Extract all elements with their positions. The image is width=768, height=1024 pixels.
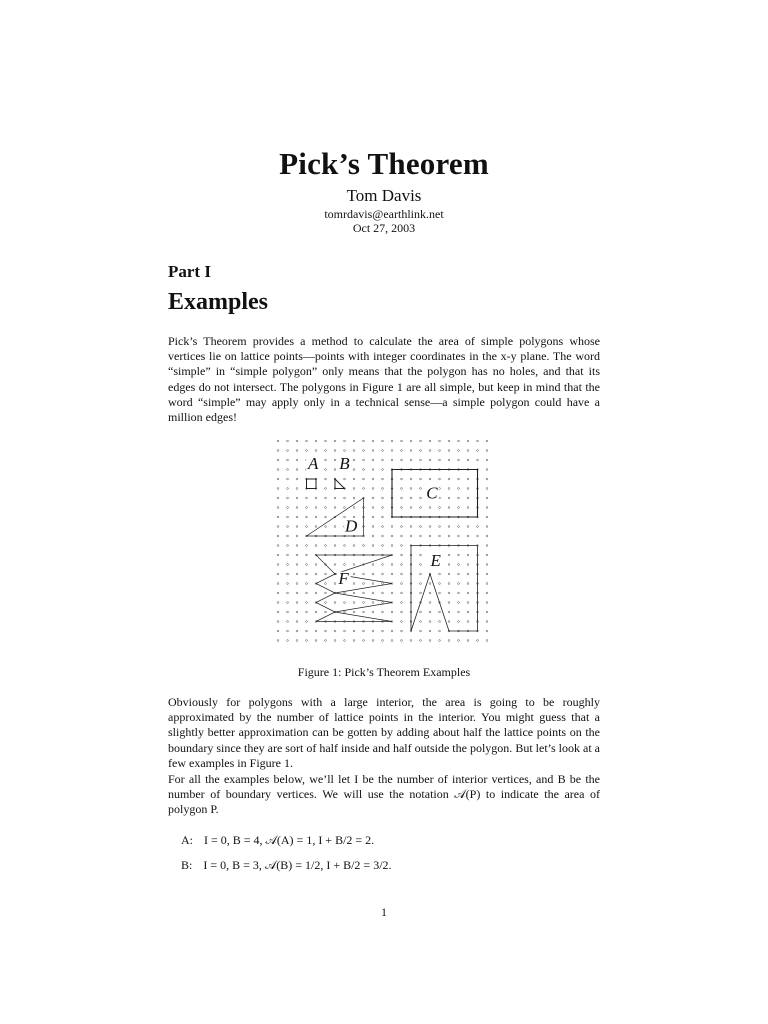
section-heading: Examples	[168, 289, 269, 315]
part-heading: Part I	[168, 262, 211, 281]
polygon-label-c: C	[426, 483, 438, 503]
document-title: Pick’s Theorem	[279, 146, 489, 181]
polygon-label-f: F	[338, 568, 349, 588]
polygon-label-e: E	[430, 550, 441, 570]
figure-caption: Figure 1: Pick’s Theorem Examples	[297, 665, 471, 679]
document-date: Oct 27, 2003	[352, 221, 416, 235]
example-a	[181, 833, 374, 848]
polygon-label-a: A	[307, 453, 319, 473]
polygon-b	[335, 479, 345, 489]
figure-lattice-polygons	[273, 436, 495, 654]
author-email: tomrdavis@earthlink.net	[324, 207, 444, 221]
example-a-label: A:	[181, 833, 193, 847]
polygon-f	[316, 555, 392, 622]
polygon-label-b: B	[339, 453, 350, 473]
example-b	[181, 858, 392, 873]
example-b-text: I = 0, B = 3, 𝒜(B) = 1/2, I + B/2 = 3/2.	[203, 858, 392, 872]
intro-paragraph: Pick’s Theorem provides a method to calculate the area of simple polygons whose vertices lie on lattice points—points with integer coordinates in the x-y plane. The word “simple” in “simple polygon” only means that the polygon has no holes, and that its edges do not intersect. The polygons in Figure 1 are all simple, but keep in mind that the word “simple” may apply only in a technical sense—a simple polygon could have a million edges!	[168, 334, 600, 425]
page-number: 1	[381, 905, 387, 919]
author-name: Tom Davis	[346, 186, 422, 205]
polygon-label-d: D	[345, 516, 358, 536]
polygon-e	[411, 546, 478, 632]
notation-paragraph: For all the examples below, we’ll let I be the number of interior vertices, and B be the number of boundary vertices. We will use the notation 𝒜(P) to indicate the area of polygon P.	[168, 772, 600, 817]
approximation-paragraph: Obviously for polygons with a large interior, the area is going to be roughly approximated by the number of lattice points in the interior. You might guess that a slightly better approximation can be gotten by adding about half the lattice points on the boundary since they are sort of half inside and half outside the polygon. But let’s look at a few examples in Figure 1.	[168, 695, 600, 770]
polygon-a	[307, 479, 317, 489]
example-b-label: B:	[181, 858, 193, 872]
example-a-text: I = 0, B = 4, 𝒜(A) = 1, I + B/2 = 2.	[204, 833, 375, 847]
